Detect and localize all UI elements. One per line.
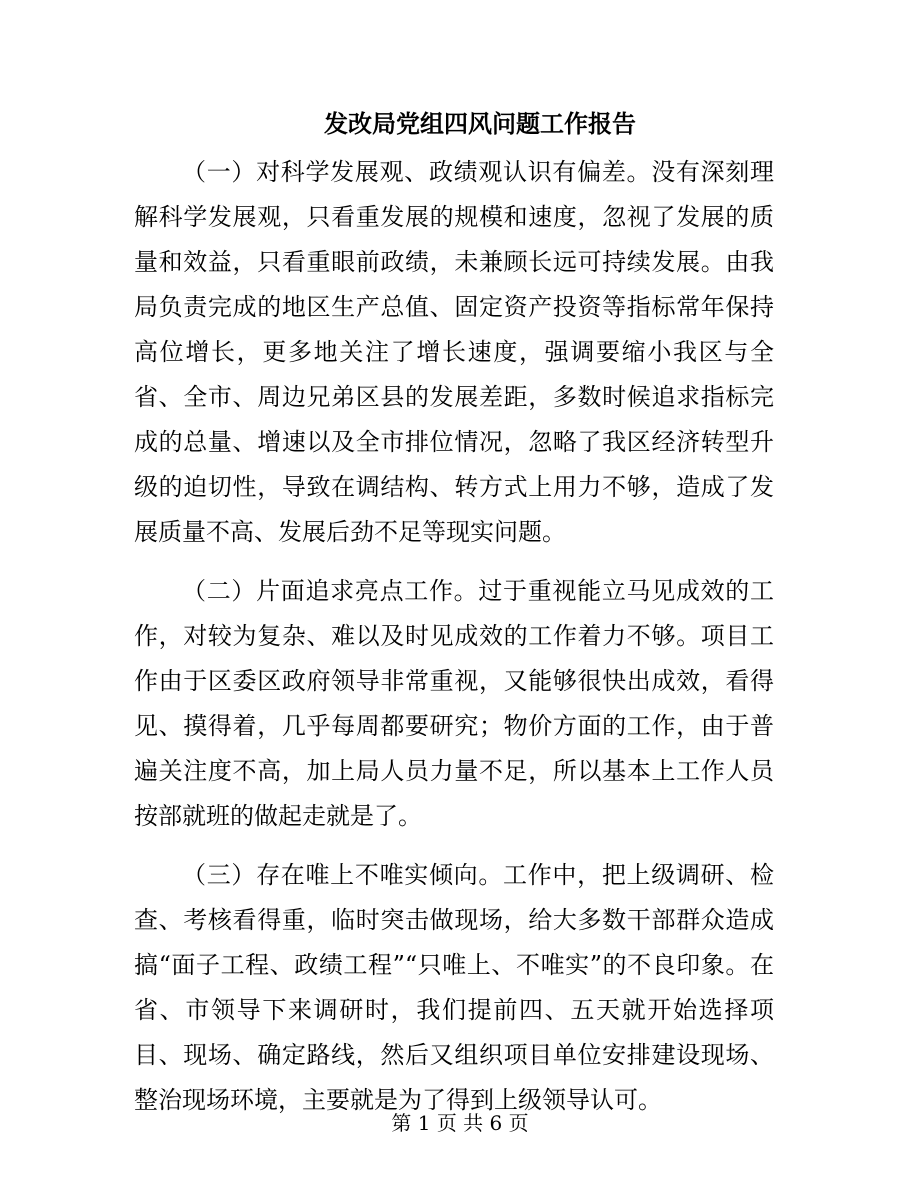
document-body: [134, 150, 774, 1137]
document-title: 发改局党组四风问题工作报告: [324, 109, 636, 138]
page-number-footer: 第 1 页 共 6 页: [391, 1111, 529, 1135]
paragraph-1: （一）对科学发展观、政绩观认识有偏差。没有深刻理解科学发展观，只看重发展的规模和速度，忽视了发展的质量和效益，只看重眼前政绩，未兼顾长远可持续发展。由我局负责完成的地区生产总值、固定资产投资等指标常年保持高位增长，更多地关注了增长速度，强调要缩小我区与全省、全市、周边兄弟区县的发展差距，多数时候追求指标完成的总量、增速以及全市排位情况，忽略了我区经济转型升级的迫切性，导致在调结构、转方式上用力不够，造成了发展质量不高、发展后劲不足等现实问题。: [134, 158, 774, 546]
paragraph-2: （二）片面追求亮点工作。过于重视能立马见成效的工作，对较为复杂、难以及时见成效的工作着力不够。项目工作由于区委区政府领导非常重视，又能够很快出成效，看得见、摸得着，几乎每周都要研究；物价方面的工作，由于普遍关注度不高，加上局人员力量不足，所以基本上工作人员按部就班的做起走就是了。: [134, 577, 774, 830]
paragraph-3: （三）存在唯上不唯实倾向。工作中，把上级调研、检查、考核看得重，临时突击做现场，给大多数干部群众造成搞“面子工程、政绩工程”“只唯上、不唯实”的不良印象。在省、市领导下来调研时，我们提前四、五天就开始选择项目、现场、确定路线，然后又组织项目单位安排建设现场、整治现场环境，主要就是为了得到上级领导认可。: [134, 861, 774, 1114]
